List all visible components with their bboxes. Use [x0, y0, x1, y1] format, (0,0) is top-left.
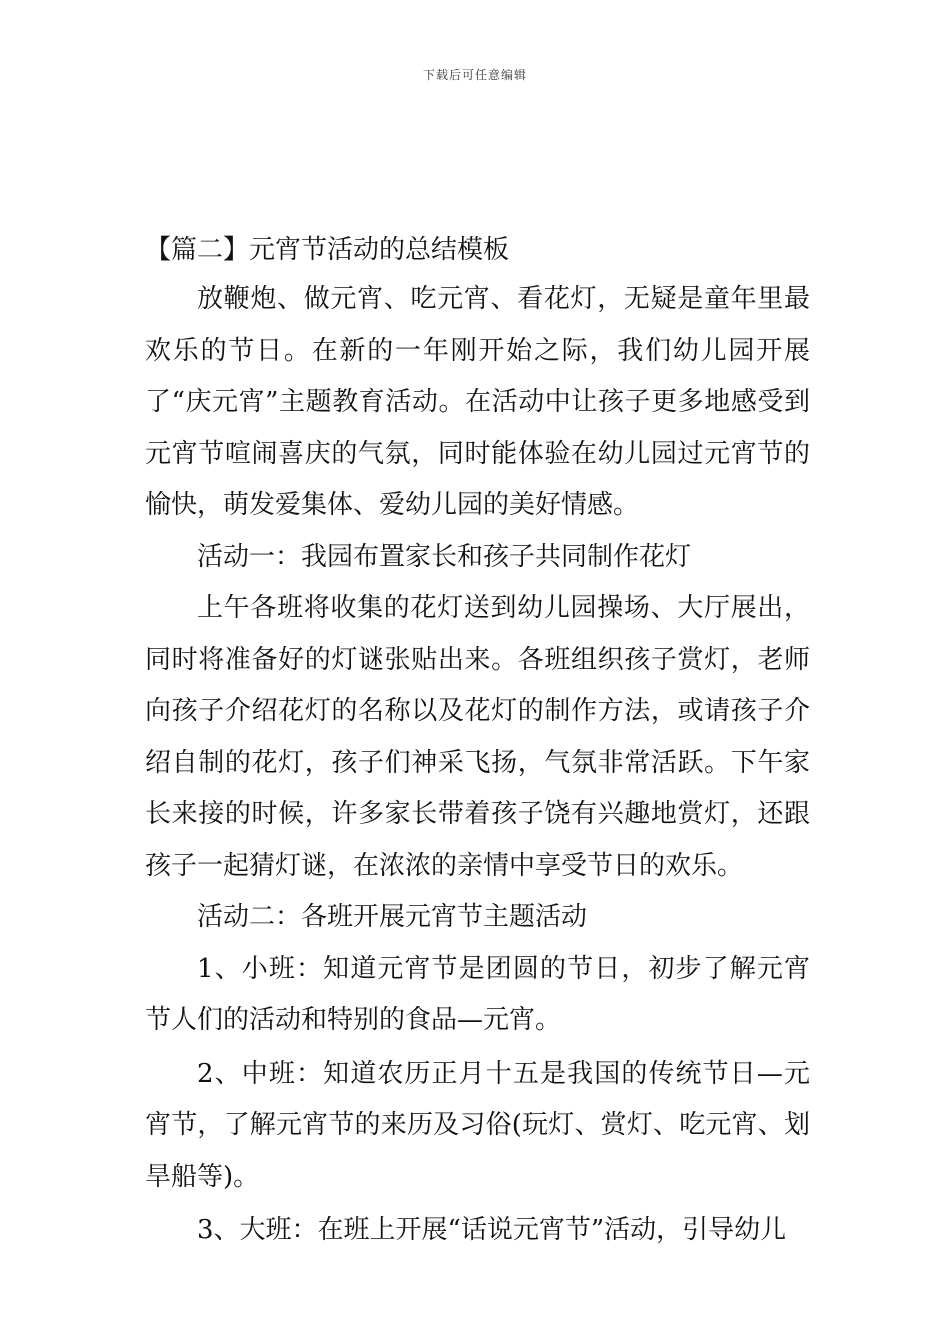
- paragraph-intro: 放鞭炮、做元宵、吃元宵、看花灯，无疑是童年里最欢乐的节日。在新的一年刚开始之际，我们幼儿园开展了“庆元宵”主题教育活动。在活动中让孩子更多地感受到元宵节喧闹喜庆的气氛，同时能体验在幼儿园过元宵节的愉快，萌发爱集体、爱幼儿园的美好情感。: [145, 284, 810, 520]
- paragraph-activity-one-body: 上午各班将收集的花灯送到幼儿园操场、大厅展出，同时将准备好的灯谜张贴出来。各班组织孩子赏灯，老师向孩子介绍花灯的名称以及花灯的制作方法，或请孩子介绍自制的花灯，孩子们神采飞扬，气氛非常活跃。下午家长来接的时候，许多家长带着孩子饶有兴趣地赏灯，还跟孩子一起猜灯谜，在浓浓的亲情中享受节日的欢乐。: [145, 593, 810, 881]
- document-title: 【篇二】元宵节活动的总结模板: [145, 235, 510, 265]
- document-body: [145, 226, 810, 1257]
- paragraph-small-class: 1、小班：知道元宵节是团圆的节日，初步了解元宵节人们的活动和特别的食品—元宵。: [145, 953, 810, 1035]
- header-note: 下载后可任意编辑: [422, 68, 527, 82]
- paragraph-middle-class: 2、中班：知道农历正月十五是我国的传统节日—元宵节，了解元宵节的来历及习俗(玩灯、赏灯、吃元宵、划旱船等)。: [145, 1058, 810, 1192]
- paragraph-large-class: 3、大班：在班上开展“话说元宵节”活动，引导幼儿: [197, 1215, 787, 1245]
- paragraph-activity-one-heading: 活动一：我园布置家长和孩子共同制作花灯: [197, 541, 692, 572]
- paragraph-activity-two-heading: 活动二：各班开展元宵节主题活动: [197, 902, 588, 932]
